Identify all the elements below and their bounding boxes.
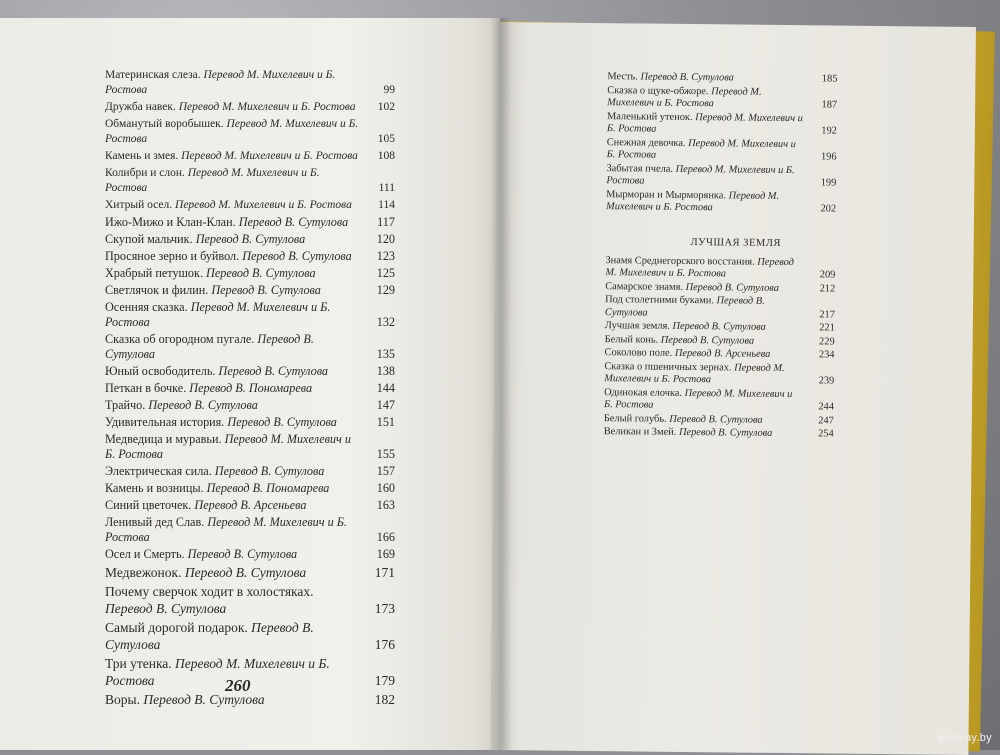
toc-entry-text bbox=[105, 398, 395, 413]
story-title: Дружба навек. bbox=[105, 101, 176, 113]
toc-entry-text bbox=[604, 361, 834, 388]
toc-entry-text bbox=[105, 515, 395, 545]
translator-credit: Перевод В. Сутулова bbox=[105, 601, 227, 616]
toc-entry-text bbox=[105, 498, 395, 513]
toc-entry bbox=[604, 347, 834, 362]
toc-entry bbox=[105, 415, 395, 430]
translator-credit: Перевод В. Сутулова bbox=[206, 266, 316, 280]
translator-credit: Перевод В. Сутулова bbox=[672, 320, 766, 333]
translator-credit: Перевод В. Сутулова bbox=[227, 415, 337, 429]
toc-entry-text bbox=[105, 117, 395, 147]
story-title: Сказка об огородном пугале. bbox=[105, 332, 255, 346]
right-page bbox=[490, 22, 976, 755]
page-ref: 254 bbox=[818, 428, 834, 440]
story-title: Маленький утенок. bbox=[606, 110, 693, 123]
translator-credit: Перевод В. Сутулова bbox=[685, 281, 780, 294]
toc-entry-text bbox=[607, 137, 837, 164]
page-ref: 147 bbox=[376, 398, 395, 412]
story-title: Колибри и слон. bbox=[105, 167, 185, 179]
translator-credit: Перевод В. Арсеньева bbox=[674, 347, 771, 360]
toc-entry-text bbox=[105, 381, 395, 396]
story-title: Просяное зерно и буйвол. bbox=[105, 249, 240, 263]
page-ref: 138 bbox=[376, 364, 395, 378]
toc-entry-text bbox=[105, 364, 395, 379]
page-ref: 144 bbox=[376, 381, 395, 395]
toc-entry-text bbox=[105, 619, 395, 653]
toc-entry bbox=[105, 381, 395, 396]
translator-credit: Перевод В. Сутулова bbox=[187, 547, 298, 561]
toc-entry bbox=[105, 68, 395, 98]
page-ref: 157 bbox=[376, 464, 395, 478]
translator-credit: Перевод М. Михелевич и Б. Ростова bbox=[175, 199, 352, 211]
toc-entry-text bbox=[105, 464, 395, 479]
translator-credit: Перевод В. Сутулова bbox=[242, 249, 352, 263]
story-title: Месть. bbox=[607, 71, 638, 83]
page-ref: 187 bbox=[821, 99, 838, 111]
page-ref: 111 bbox=[378, 182, 395, 194]
toc-entry bbox=[105, 332, 395, 362]
translator-credit: Перевод В. Сутулова bbox=[640, 71, 734, 84]
toc-entry bbox=[605, 320, 835, 335]
toc-entry bbox=[105, 564, 395, 581]
toc-entry-text bbox=[604, 426, 834, 441]
toc-entry-text bbox=[605, 281, 835, 296]
page-ref: 196 bbox=[820, 151, 837, 163]
toc-entry-text bbox=[105, 149, 395, 164]
page-ref: 108 bbox=[377, 150, 395, 162]
translator-credit: Перевод В. Сутулова bbox=[143, 692, 265, 707]
translator-credit: Перевод В. Сутулова bbox=[218, 364, 329, 378]
toc-entry-text bbox=[105, 300, 395, 330]
story-title: Самый дорогой подарок. bbox=[105, 620, 248, 635]
page-number: 260 bbox=[225, 676, 251, 695]
translator-credit: Перевод М. Михелевич и Б. Ростова bbox=[105, 118, 359, 145]
toc-entry bbox=[607, 137, 837, 164]
left-page bbox=[0, 18, 500, 750]
page-ref: 123 bbox=[376, 249, 395, 263]
story-title: Великан и Змей. bbox=[603, 426, 677, 438]
translator-credit: Перевод В. Сутулова bbox=[105, 620, 314, 652]
toc-entry bbox=[604, 387, 834, 414]
story-title: Осенняя сказка. bbox=[105, 300, 188, 314]
page-ref: 173 bbox=[374, 601, 395, 616]
translator-credit: Перевод М. Михелевич и Б. Ростова bbox=[105, 69, 336, 96]
translator-credit: Перевод В. Сутулова bbox=[660, 334, 755, 347]
story-title: Одинокая елочка. bbox=[604, 386, 683, 399]
page-ref: 135 bbox=[376, 347, 395, 361]
translator-credit: Перевод М. Михелевич и Б. Ростова bbox=[606, 189, 780, 214]
page-ref: 166 bbox=[376, 530, 395, 544]
story-title: Сказка о щуке-обжоре. bbox=[607, 84, 709, 97]
story-title: Трайчо. bbox=[105, 398, 146, 412]
story-title: Ленивый дед Слав. bbox=[105, 515, 205, 529]
translator-credit: Перевод В. Сутулова bbox=[604, 295, 765, 319]
toc-entry bbox=[105, 266, 395, 281]
page-ref: 217 bbox=[819, 308, 836, 321]
story-title: Воры. bbox=[105, 692, 140, 707]
story-title: Соколово поле. bbox=[604, 347, 673, 359]
translator-credit: Перевод М. Михелевич и Б. Ростова bbox=[105, 167, 320, 194]
story-title: Светлячок и филин. bbox=[105, 283, 209, 297]
story-title: Обманутый воробышек. bbox=[105, 118, 224, 130]
toc-entry-text bbox=[604, 413, 834, 428]
toc-entry bbox=[607, 71, 837, 86]
page-ref: 99 bbox=[383, 84, 395, 96]
translator-credit: Перевод В. Сутулова bbox=[238, 215, 349, 229]
toc-entry-text bbox=[105, 249, 395, 264]
toc-entry bbox=[105, 432, 395, 462]
page-ref: 151 bbox=[376, 415, 395, 429]
toc-entry bbox=[105, 166, 395, 196]
page-ref: 212 bbox=[819, 282, 836, 295]
translator-credit: Перевод В. Сутулова bbox=[195, 232, 306, 246]
translator-credit: Перевод М. Михелевич и Б. Ростова bbox=[105, 432, 351, 461]
translator-credit: Перевод М. Михелевич и Б. Ростова bbox=[603, 387, 793, 411]
story-title: Хитрый осел. bbox=[105, 199, 173, 211]
toc-entry-text bbox=[605, 294, 835, 321]
toc-entry-text bbox=[604, 347, 834, 362]
toc-entry bbox=[604, 413, 834, 428]
toc-entry-text bbox=[605, 320, 835, 335]
toc-entry bbox=[604, 361, 834, 388]
page-ref: 199 bbox=[820, 177, 837, 189]
toc-entry-text bbox=[105, 547, 395, 562]
page-ref: 129 bbox=[376, 283, 395, 297]
right-toc-list bbox=[604, 71, 838, 442]
toc-entry bbox=[105, 498, 395, 513]
translator-credit: Перевод М. Михелевич и Б. Ростова bbox=[606, 137, 796, 161]
toc-entry bbox=[105, 149, 395, 164]
translator-credit: Перевод М. Михелевич и Б. Ростова bbox=[606, 111, 803, 135]
toc-entry bbox=[607, 111, 837, 138]
page-ref: 176 bbox=[374, 637, 395, 652]
toc-entry-text bbox=[105, 68, 395, 98]
toc-entry bbox=[105, 198, 395, 213]
toc-entry-text bbox=[105, 481, 395, 496]
toc-entry-text bbox=[604, 387, 834, 414]
toc-entry bbox=[105, 117, 395, 147]
translator-credit: Перевод В. Арсеньева bbox=[194, 498, 307, 512]
story-title: Материнская слеза. bbox=[105, 69, 201, 81]
translator-credit: Перевод М. Михелевич и Б. Ростова bbox=[607, 85, 762, 110]
translator-credit: Перевод В. Сутулова bbox=[214, 464, 325, 478]
toc-entry bbox=[105, 619, 395, 653]
story-title: Почему сверчок ходит в холостяках. bbox=[105, 584, 314, 599]
translator-credit: Перевод М. Михелевич и Б. Ростова bbox=[605, 256, 794, 280]
page-ref: 105 bbox=[377, 133, 395, 145]
page-ref: 202 bbox=[820, 203, 837, 215]
toc-entry bbox=[105, 300, 395, 330]
translator-credit: Перевод В. Пономарева bbox=[206, 481, 330, 495]
story-title: Удивительная история. bbox=[105, 415, 225, 429]
toc-entry-text bbox=[105, 215, 395, 230]
story-title: Петкан в бочке. bbox=[105, 381, 187, 395]
toc-entry bbox=[105, 283, 395, 298]
toc-entry bbox=[105, 100, 395, 115]
section-heading: ЛУЧШАЯ ЗЕМЛЯ bbox=[690, 236, 781, 249]
translator-credit: Перевод М. Михелевич и Б. Ростова bbox=[105, 656, 330, 688]
page-ref: 209 bbox=[819, 269, 836, 281]
page-ref: 185 bbox=[821, 73, 838, 85]
translator-credit: Перевод В. Сутулова bbox=[148, 398, 258, 412]
page-ref: 192 bbox=[821, 125, 837, 137]
translator-credit: Перевод М. Михелевич и Б. Ростова bbox=[105, 300, 331, 329]
toc-entry bbox=[105, 232, 395, 247]
translator-credit: Перевод В. Пономарева bbox=[189, 381, 313, 395]
translator-credit: Перевод М. Михелевич и Б. Ростова bbox=[181, 150, 358, 162]
watermark: www.ay.by bbox=[937, 732, 992, 744]
story-title: Скупой мальчик. bbox=[105, 232, 193, 246]
toc-entry bbox=[605, 334, 835, 349]
translator-credit: Перевод В. Сутулова bbox=[105, 332, 314, 361]
toc-entry-text bbox=[105, 564, 395, 581]
toc-entry-text bbox=[607, 85, 837, 112]
toc-entry bbox=[606, 189, 836, 216]
toc-entry bbox=[105, 464, 395, 479]
page-ref: 125 bbox=[376, 266, 395, 280]
story-title: Белый голубь. bbox=[603, 412, 667, 425]
story-title: Три утенка. bbox=[105, 656, 172, 671]
toc-entry bbox=[607, 85, 837, 112]
toc-entry bbox=[605, 255, 835, 282]
translator-credit: Перевод М. Михелевич и Б. Ростова bbox=[178, 101, 356, 113]
translator-credit: Перевод М. Михелевич и Б. Ростова bbox=[604, 361, 785, 386]
toc-entry-text bbox=[105, 100, 395, 115]
story-title: Ижо-Мижо и Клан-Клан. bbox=[105, 215, 236, 229]
toc-entry-text bbox=[105, 283, 395, 298]
page-ref: 163 bbox=[376, 498, 395, 512]
toc-entry-text bbox=[105, 232, 395, 247]
story-title: Осел и Смерть. bbox=[105, 547, 185, 561]
toc-entry bbox=[105, 364, 395, 379]
story-title: Мырморан и Мырморянка. bbox=[606, 188, 727, 201]
translator-credit: Перевод В. Сутулова bbox=[184, 565, 307, 580]
toc-entry-text bbox=[606, 163, 836, 190]
toc-entry bbox=[105, 515, 395, 545]
story-title: Белый конь. bbox=[604, 333, 659, 346]
toc-entry-text bbox=[607, 71, 837, 86]
page-ref: 179 bbox=[374, 673, 395, 688]
story-title: Электрическая сила. bbox=[105, 464, 212, 478]
toc-entry-text bbox=[605, 334, 835, 349]
page-ref: 169 bbox=[376, 547, 395, 561]
toc-entry-text bbox=[105, 166, 395, 196]
story-title: Медведица и муравьи. bbox=[105, 432, 222, 446]
story-title: Снежная девочка. bbox=[606, 136, 686, 149]
story-title: Храбрый петушок. bbox=[105, 266, 203, 280]
page-ref: 247 bbox=[818, 414, 834, 427]
page-ref: 244 bbox=[818, 401, 835, 413]
translator-credit: Перевод В. Сутулова bbox=[669, 413, 763, 426]
story-title: Под столетними буками. bbox=[605, 294, 715, 307]
story-title: Синий цветочек. bbox=[105, 498, 192, 512]
story-title: Камень и змея. bbox=[105, 150, 179, 162]
toc-entry-text bbox=[105, 266, 395, 281]
right-toc-section bbox=[604, 255, 836, 441]
right-toc-top bbox=[606, 71, 837, 216]
story-title: Самарское знамя. bbox=[605, 280, 684, 293]
toc-entry bbox=[105, 249, 395, 264]
translator-credit: Перевод М. Михелевич и Б. Ростова bbox=[105, 515, 347, 544]
toc-entry-text bbox=[105, 332, 395, 362]
page-ref: 229 bbox=[819, 335, 835, 348]
page-ref: 160 bbox=[376, 481, 395, 495]
story-title: Сказка о пшеничных зернах. bbox=[604, 360, 732, 373]
page-ref: 234 bbox=[818, 349, 835, 361]
page-ref: 117 bbox=[377, 215, 395, 229]
story-title: Лучшая земля. bbox=[604, 320, 670, 332]
story-title: Юный освободитель. bbox=[105, 364, 216, 378]
page-ref: 221 bbox=[819, 322, 835, 334]
toc-entry-text bbox=[105, 583, 395, 617]
toc-entry bbox=[105, 398, 395, 413]
page-ref: 114 bbox=[378, 199, 395, 211]
toc-entry-text bbox=[105, 415, 395, 430]
story-title: Медвежонок. bbox=[105, 565, 182, 580]
story-title: Забытая пчела. bbox=[606, 162, 674, 175]
toc-entry-text bbox=[105, 198, 395, 213]
book-gutter bbox=[490, 18, 512, 750]
toc-entry bbox=[105, 215, 395, 230]
page-ref: 171 bbox=[374, 565, 395, 580]
page-ref: 132 bbox=[376, 315, 395, 329]
toc-entry bbox=[604, 426, 834, 441]
toc-entry bbox=[105, 583, 395, 617]
left-toc-list bbox=[105, 68, 395, 710]
toc-entry-text bbox=[105, 432, 395, 462]
toc-entry bbox=[105, 481, 395, 496]
page-ref: 120 bbox=[376, 232, 395, 246]
page-ref: 239 bbox=[818, 375, 835, 387]
page-ref: 182 bbox=[374, 692, 395, 707]
page-ref: 155 bbox=[376, 447, 395, 461]
page-ref: 102 bbox=[377, 101, 395, 113]
translator-credit: Перевод М. Михелевич и Б. Ростова bbox=[606, 163, 795, 187]
story-title: Камень и возницы. bbox=[105, 481, 204, 495]
toc-entry-text bbox=[606, 189, 836, 216]
toc-entry bbox=[605, 281, 835, 296]
toc-entry bbox=[606, 163, 836, 190]
translator-credit: Перевод В. Сутулова bbox=[678, 426, 773, 439]
toc-entry-text bbox=[605, 255, 835, 282]
toc-entry bbox=[105, 547, 395, 562]
toc-entry bbox=[605, 294, 835, 321]
translator-credit: Перевод В. Сутулова bbox=[211, 283, 321, 297]
story-title: Знамя Среднегорского восстания. bbox=[605, 254, 755, 268]
toc-entry-text bbox=[607, 111, 837, 138]
